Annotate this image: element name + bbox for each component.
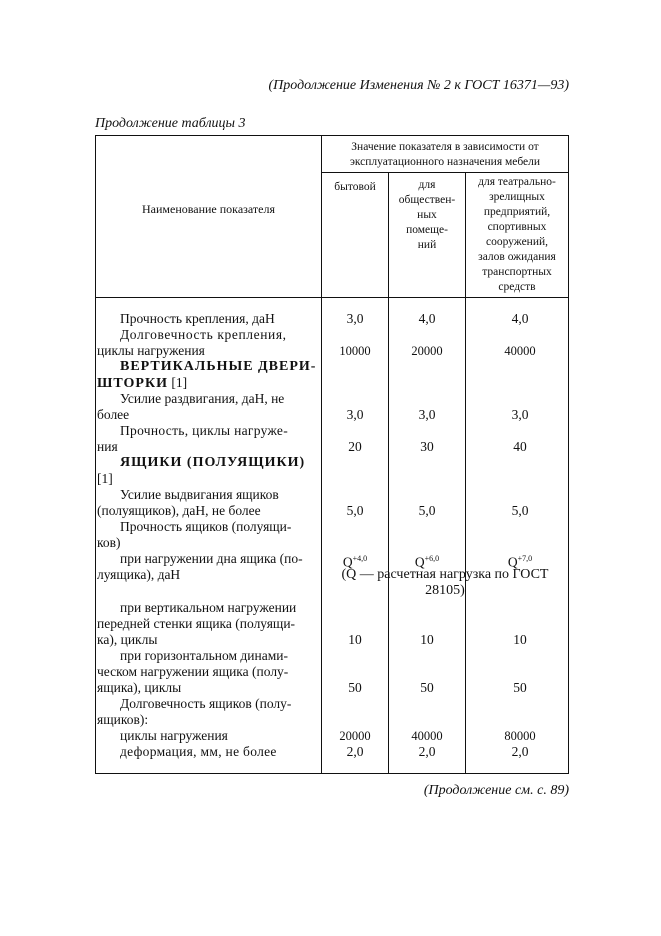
- col3-header-line6: залов ожидания: [478, 251, 556, 263]
- row-label: луящика), даН: [97, 567, 181, 582]
- cell-value: 2,0: [346, 744, 364, 759]
- row-label: ка), циклы: [97, 632, 158, 647]
- group-header-line2: эксплуатационного назначения мебели: [349, 156, 541, 168]
- row-label: ящиков):: [97, 712, 149, 727]
- cell-value: 4,0: [418, 311, 436, 326]
- section-reference: [1]: [171, 375, 188, 390]
- cell-value: 50: [513, 680, 527, 695]
- row-label: более: [97, 407, 130, 422]
- cell-value: 40000: [504, 344, 536, 358]
- q-tolerance: +6,0: [424, 554, 440, 563]
- cell-value: 2,0: [418, 744, 436, 759]
- cell-value: 3,0: [418, 407, 436, 422]
- row-label: ния: [97, 439, 118, 454]
- col2-header-line5: ний: [417, 239, 437, 251]
- q-symbol: Q: [414, 554, 425, 570]
- cell-value: 3,0: [346, 407, 364, 422]
- section-heading: ВЕРТИКАЛЬНЫЕ ДВЕРИ-: [120, 359, 317, 374]
- cell-value: 40000: [411, 729, 443, 743]
- cell-value: 50: [420, 680, 434, 695]
- cell-value: 20000: [411, 344, 443, 358]
- cell-value: 3,0: [346, 311, 364, 326]
- col2-header-line4: помеще-: [406, 224, 448, 236]
- cell-value: 30: [420, 439, 434, 454]
- row-label: Прочность крепления, даН: [120, 311, 275, 326]
- group-header-line1: Значение показателя в зависимости от: [351, 141, 539, 153]
- page-header: (Продолжение Изменения № 2 к ГОСТ 16371—93): [268, 78, 569, 93]
- q-note-line2: 28105): [425, 583, 465, 598]
- col3-header-line1: для театрально-: [478, 176, 556, 188]
- cell-value: 5,0: [418, 503, 436, 518]
- row-label: ящика), циклы: [97, 680, 182, 695]
- row-label: при горизонтальном динами-: [120, 648, 289, 663]
- table-left-border: [95, 135, 96, 774]
- col3-header-line4: спортивных: [487, 221, 547, 233]
- col2-header-line3: ных: [417, 209, 437, 221]
- section-heading-text: ШТОРКИ: [97, 376, 169, 391]
- section-heading: ЯЩИКИ (ПОЛУЯЩИКИ): [120, 455, 306, 470]
- group-header-divider: [321, 172, 569, 173]
- section-reference: [1]: [97, 471, 113, 486]
- page-footer: (Продолжение см. с. 89): [423, 783, 569, 798]
- row-label: Усилие выдвигания ящиков: [120, 487, 279, 502]
- cell-value: 2,0: [511, 744, 529, 759]
- cell-value: 10000: [339, 344, 371, 358]
- col3-header-line7: транспортных: [482, 266, 552, 278]
- row-label: ков): [97, 535, 121, 550]
- row-label: Прочность ящиков (полуящи-: [120, 519, 292, 534]
- q-symbol: Q: [342, 554, 353, 570]
- q-tolerance: +7,0: [517, 554, 533, 563]
- row-label: при вертикальном нагружении: [120, 600, 297, 615]
- group-header: [322, 140, 568, 170]
- cell-value: 40: [513, 439, 527, 454]
- cell-value: 10: [513, 632, 527, 647]
- row-label: циклы нагружения: [97, 343, 205, 358]
- col3-header-line8: средств: [498, 281, 536, 293]
- q-tolerance: +4,0: [352, 554, 368, 563]
- row-label: деформация, мм, не более: [120, 744, 277, 759]
- cell-value: 3,0: [511, 407, 529, 422]
- cell-value: 50: [348, 680, 362, 695]
- q-symbol: Q: [507, 554, 518, 570]
- col3-header: [466, 175, 568, 295]
- cell-value: 10: [348, 632, 362, 647]
- row-label: Прочность, циклы нагруже-: [120, 423, 289, 438]
- table-bottom-border: [95, 773, 569, 774]
- q-note: [322, 567, 568, 599]
- col2-header-line1: для: [418, 179, 436, 191]
- table-top-border: [95, 135, 569, 136]
- row-label: (полуящиков), даН, не более: [97, 503, 261, 518]
- row-label: передней стенки ящика (полуящи-: [97, 616, 296, 631]
- col1-header-line: бытовой: [334, 181, 376, 193]
- row-label: Усилие раздвигания, даН, не: [120, 391, 285, 406]
- cell-value: 20: [348, 439, 362, 454]
- row-label: при нагружении дна ящика (по-: [120, 551, 303, 566]
- cell-value: 5,0: [346, 503, 364, 518]
- cell-value: 80000: [504, 729, 536, 743]
- row-label: Долговечность крепления,: [120, 327, 287, 342]
- row-label: ческом нагружении ящика (полу-: [97, 664, 289, 679]
- col-name-header: Наименование показателя: [142, 202, 275, 216]
- table-caption: Продолжение таблицы 3: [95, 116, 246, 131]
- section-heading-line2: [97, 375, 187, 392]
- col3-header-line5: сооружений,: [485, 236, 549, 248]
- cell-value: 20000: [339, 729, 371, 743]
- col2-header: [389, 178, 465, 253]
- cell-value: 4,0: [511, 311, 529, 326]
- col3-header-line3: предприятий,: [483, 206, 551, 218]
- header-bottom-border: [95, 297, 569, 298]
- cell-value: 5,0: [511, 503, 529, 518]
- row-label: циклы нагружения: [120, 728, 228, 743]
- col3-header-line2: зрелищных: [489, 191, 545, 203]
- q-note-line1: (Q — расчетная нагрузка по ГОСТ: [341, 567, 549, 582]
- cell-value: 10: [420, 632, 434, 647]
- col1-header: [322, 180, 388, 195]
- col2-header-line2: обществен-: [398, 194, 456, 206]
- row-label: Долговечность ящиков (полу-: [120, 696, 292, 711]
